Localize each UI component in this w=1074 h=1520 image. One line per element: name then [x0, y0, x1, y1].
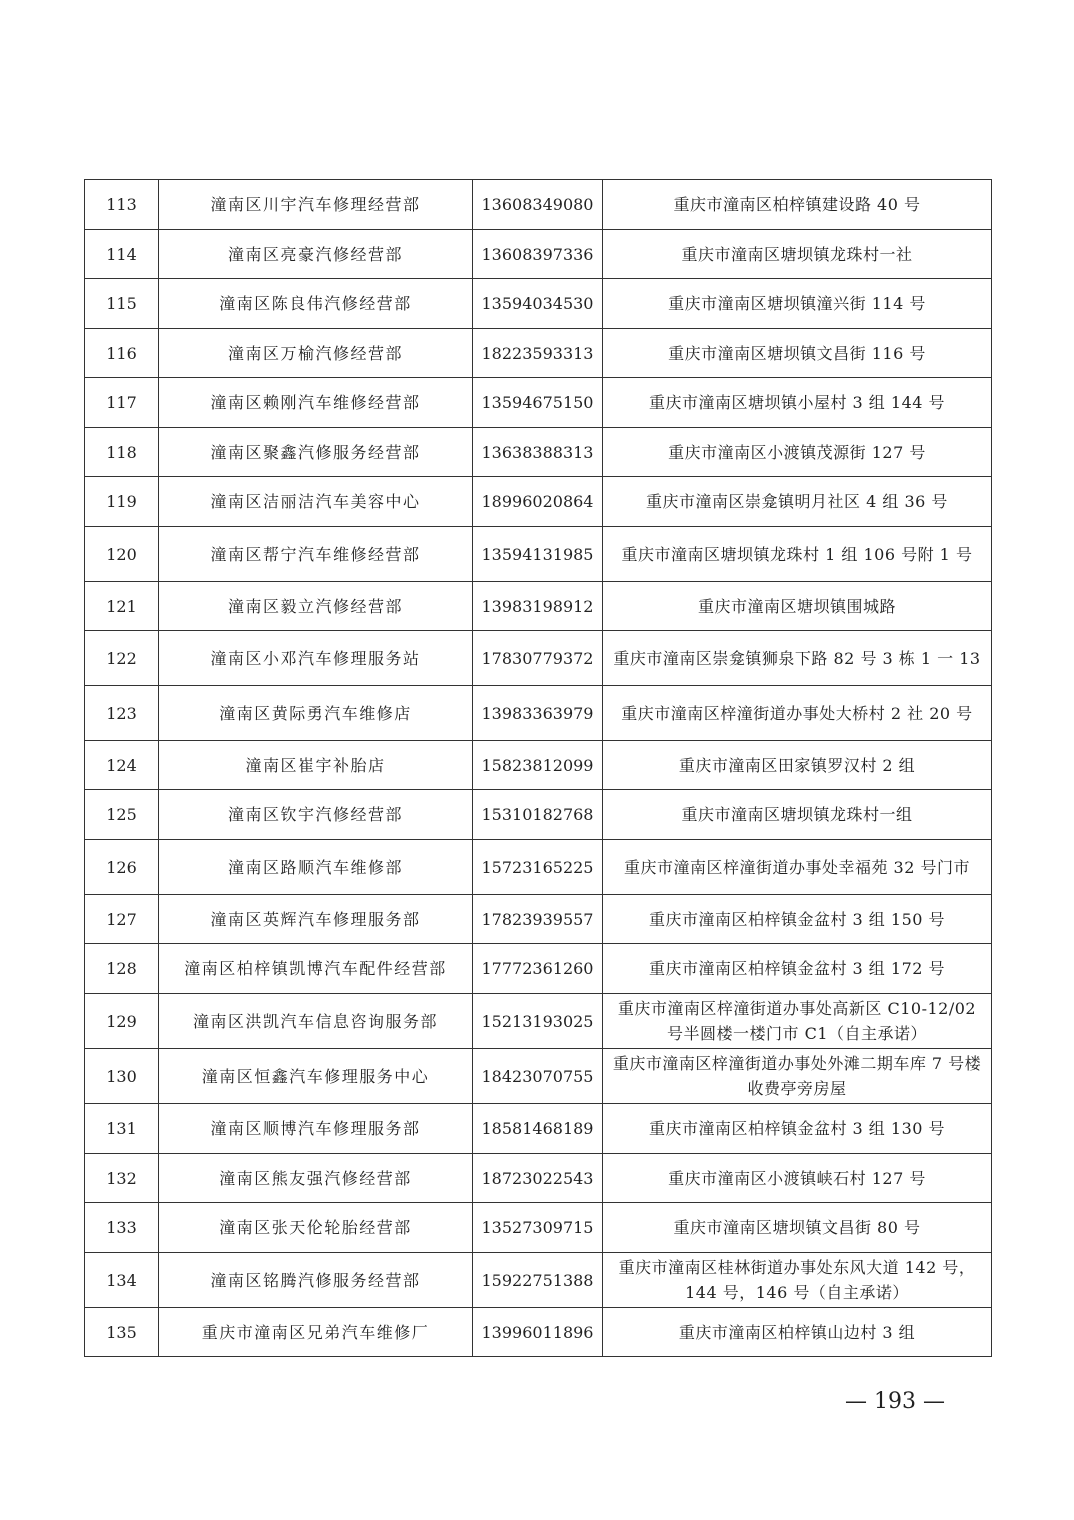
table-row	[85, 378, 992, 428]
row-number-cell: 122	[85, 631, 159, 686]
page-number: — 193 —	[845, 1389, 945, 1414]
address-cell: 重庆市潼南区小渡镇茂源街 127 号	[603, 428, 992, 477]
address-cell: 重庆市潼南区梓潼街道办事处外滩二期车库 7 号楼收费亭旁房屋	[603, 1049, 992, 1104]
address-cell: 重庆市潼南区桂林街道办事处东风大道 142 号，144 号，146 号（自主承诺）	[603, 1253, 992, 1308]
table-row	[85, 631, 992, 686]
row-number-cell: 118	[85, 428, 159, 477]
address-cell: 重庆市潼南区塘坝镇文昌街 116 号	[603, 329, 992, 378]
phone-number-cell: 18581468189	[473, 1104, 603, 1154]
row-number-cell: 135	[85, 1308, 159, 1357]
address-cell: 重庆市潼南区塘坝镇文昌街 80 号	[603, 1203, 992, 1253]
row-number-cell: 116	[85, 329, 159, 378]
table-row	[85, 686, 992, 741]
business-name-cell: 重庆市潼南区兄弟汽车维修厂	[159, 1308, 473, 1357]
business-name-cell: 潼南区黄际勇汽车维修店	[159, 686, 473, 741]
table-row	[85, 1049, 992, 1104]
phone-number-cell: 17823939557	[473, 895, 603, 944]
table-row	[85, 180, 992, 230]
business-name-cell: 潼南区赖刚汽车维修经营部	[159, 378, 473, 428]
row-number-cell: 117	[85, 378, 159, 428]
row-number-cell: 133	[85, 1203, 159, 1253]
address-cell: 重庆市潼南区梓潼街道办事处幸福苑 32 号门市	[603, 840, 992, 895]
business-name-cell: 潼南区亮豪汽修经营部	[159, 230, 473, 279]
address-cell: 重庆市潼南区田家镇罗汉村 2 组	[603, 741, 992, 790]
address-cell: 重庆市潼南区塘坝镇龙珠村一组	[603, 790, 992, 840]
row-number-cell: 119	[85, 477, 159, 527]
table-body	[85, 180, 992, 1357]
business-name-cell: 潼南区路顺汽车维修部	[159, 840, 473, 895]
phone-number-cell: 13608397336	[473, 230, 603, 279]
table-row	[85, 1203, 992, 1253]
row-number-cell: 134	[85, 1253, 159, 1308]
phone-number-cell: 17772361260	[473, 944, 603, 994]
row-number-cell: 127	[85, 895, 159, 944]
phone-number-cell: 13608349080	[473, 180, 603, 230]
phone-number-cell: 15310182768	[473, 790, 603, 840]
business-name-cell: 潼南区崔宇补胎店	[159, 741, 473, 790]
row-number-cell: 114	[85, 230, 159, 279]
address-cell: 重庆市潼南区梓潼街道办事处高新区 C10-12/02 号半圆楼一楼门市 C1（自主承诺）	[603, 994, 992, 1049]
table-row	[85, 1104, 992, 1154]
phone-number-cell: 18996020864	[473, 477, 603, 527]
address-cell: 重庆市潼南区小渡镇峡石村 127 号	[603, 1154, 992, 1203]
table-row	[85, 428, 992, 477]
table-row	[85, 329, 992, 378]
phone-number-cell: 15823812099	[473, 741, 603, 790]
phone-number-cell: 18423070755	[473, 1049, 603, 1104]
address-cell: 重庆市潼南区柏梓镇金盆村 3 组 150 号	[603, 895, 992, 944]
row-number-cell: 132	[85, 1154, 159, 1203]
address-cell: 重庆市潼南区塘坝镇小屋村 3 组 144 号	[603, 378, 992, 428]
row-number-cell: 131	[85, 1104, 159, 1154]
phone-number-cell: 15723165225	[473, 840, 603, 895]
business-name-cell: 潼南区洁丽洁汽车美容中心	[159, 477, 473, 527]
table-row	[85, 1154, 992, 1203]
phone-number-cell: 13594131985	[473, 527, 603, 582]
business-name-cell: 潼南区小邓汽车修理服务站	[159, 631, 473, 686]
phone-number-cell: 15922751388	[473, 1253, 603, 1308]
table-row	[85, 477, 992, 527]
table-row	[85, 527, 992, 582]
business-name-cell: 潼南区洪凯汽车信息咨询服务部	[159, 994, 473, 1049]
business-list-table	[84, 179, 992, 1357]
business-name-cell: 潼南区万榆汽修经营部	[159, 329, 473, 378]
address-cell: 重庆市潼南区柏梓镇山边村 3 组	[603, 1308, 992, 1357]
row-number-cell: 130	[85, 1049, 159, 1104]
phone-number-cell: 13594034530	[473, 279, 603, 329]
row-number-cell: 120	[85, 527, 159, 582]
phone-number-cell: 13983198912	[473, 582, 603, 631]
address-cell: 重庆市潼南区柏梓镇金盆村 3 组 130 号	[603, 1104, 992, 1154]
table-row	[85, 790, 992, 840]
business-name-cell: 潼南区铭腾汽修服务经营部	[159, 1253, 473, 1308]
phone-number-cell: 13594675150	[473, 378, 603, 428]
address-cell: 重庆市潼南区塘坝镇围城路	[603, 582, 992, 631]
row-number-cell: 121	[85, 582, 159, 631]
table-row	[85, 582, 992, 631]
phone-number-cell: 17830779372	[473, 631, 603, 686]
row-number-cell: 126	[85, 840, 159, 895]
table-row	[85, 895, 992, 944]
business-name-cell: 潼南区川宇汽车修理经营部	[159, 180, 473, 230]
business-name-cell: 潼南区帮宁汽车维修经营部	[159, 527, 473, 582]
business-name-cell: 潼南区英辉汽车修理服务部	[159, 895, 473, 944]
phone-number-cell: 18223593313	[473, 329, 603, 378]
table-row	[85, 994, 992, 1049]
address-cell: 重庆市潼南区柏梓镇建设路 40 号	[603, 180, 992, 230]
address-cell: 重庆市潼南区崇龛镇狮泉下路 82 号 3 栋 1 一 13	[603, 631, 992, 686]
address-cell: 重庆市潼南区塘坝镇龙珠村一社	[603, 230, 992, 279]
business-name-cell: 潼南区熊友强汽修经营部	[159, 1154, 473, 1203]
phone-number-cell: 18723022543	[473, 1154, 603, 1203]
address-cell: 重庆市潼南区梓潼街道办事处大桥村 2 社 20 号	[603, 686, 992, 741]
address-cell: 重庆市潼南区塘坝镇潼兴街 114 号	[603, 279, 992, 329]
row-number-cell: 123	[85, 686, 159, 741]
row-number-cell: 125	[85, 790, 159, 840]
phone-number-cell: 15213193025	[473, 994, 603, 1049]
phone-number-cell: 13996011896	[473, 1308, 603, 1357]
business-name-cell: 潼南区顺博汽车修理服务部	[159, 1104, 473, 1154]
table-row	[85, 1253, 992, 1308]
row-number-cell: 129	[85, 994, 159, 1049]
phone-number-cell: 13638388313	[473, 428, 603, 477]
business-name-cell: 潼南区聚鑫汽修服务经营部	[159, 428, 473, 477]
business-name-cell: 潼南区毅立汽修经营部	[159, 582, 473, 631]
business-name-cell: 潼南区陈良伟汽修经营部	[159, 279, 473, 329]
business-name-cell: 潼南区张天伦轮胎经营部	[159, 1203, 473, 1253]
table-row	[85, 279, 992, 329]
row-number-cell: 115	[85, 279, 159, 329]
table-row	[85, 741, 992, 790]
table-row	[85, 840, 992, 895]
row-number-cell: 113	[85, 180, 159, 230]
address-cell: 重庆市潼南区塘坝镇龙珠村 1 组 106 号附 1 号	[603, 527, 992, 582]
row-number-cell: 128	[85, 944, 159, 994]
table-row	[85, 1308, 992, 1357]
row-number-cell: 124	[85, 741, 159, 790]
business-name-cell: 潼南区恒鑫汽车修理服务中心	[159, 1049, 473, 1104]
phone-number-cell: 13983363979	[473, 686, 603, 741]
business-name-cell: 潼南区钦宇汽修经营部	[159, 790, 473, 840]
phone-number-cell: 13527309715	[473, 1203, 603, 1253]
business-name-cell: 潼南区柏梓镇凯博汽车配件经营部	[159, 944, 473, 994]
address-cell: 重庆市潼南区柏梓镇金盆村 3 组 172 号	[603, 944, 992, 994]
table-row	[85, 230, 992, 279]
address-cell: 重庆市潼南区崇龛镇明月社区 4 组 36 号	[603, 477, 992, 527]
table-row	[85, 944, 992, 994]
